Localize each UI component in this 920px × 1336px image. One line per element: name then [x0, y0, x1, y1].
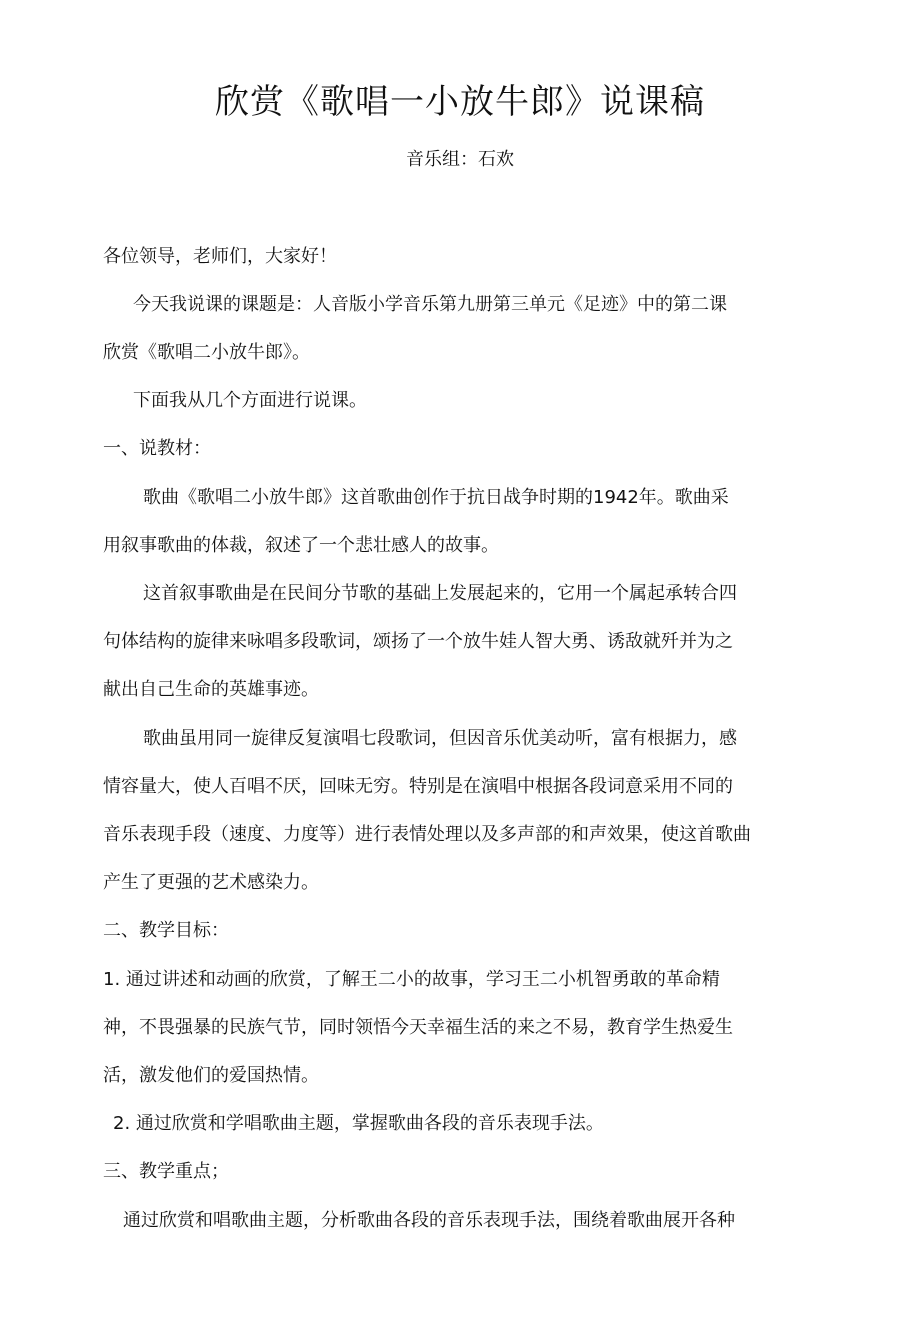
paragraph-line: 今天我说课的课题是：人音版小学音乐第九册第三单元《足迹》中的第二课 — [133, 294, 727, 315]
greeting-line: 各位领导，老师们，大家好！ — [103, 246, 337, 267]
paragraph-line: 献出自己生命的英雄事迹。 — [103, 679, 319, 700]
paragraph-line: 通过欣赏和唱歌曲主题，分析歌曲各段的音乐表现手法，围绕着歌曲展开各种 — [123, 1210, 735, 1231]
section-heading: 一、说教材： — [103, 438, 211, 459]
section-heading: 二、教学目标： — [103, 920, 229, 941]
paragraph-line: 音乐表现手段（速度、力度等）进行表情处理以及多声部的和声效果，使这首歌曲 — [103, 824, 751, 845]
document-title: 欣赏《歌唱一小放牛郎》说课稿 — [215, 82, 705, 122]
paragraph-line: 歌曲虽用同一旋律反复演唱七段歌词，但因音乐优美动听，富有根据力，感 — [143, 728, 737, 749]
paragraph-line: 神，不畏强暴的民族气节，同时领悟今天幸福生活的来之不易，教育学生热爱生 — [103, 1017, 733, 1038]
paragraph-line: 用叙事歌曲的体裁，叙述了一个悲壮感人的故事。 — [103, 535, 499, 556]
paragraph-line: 欣赏《歌唱二小放牛郎》。 — [103, 342, 310, 363]
paragraph-line: 1. 通过讲述和动画的欣赏，了解王二小的故事，学习王二小机智勇敢的革命精 — [103, 969, 720, 990]
document-author: 音乐组：石欢 — [406, 149, 514, 170]
section-heading: 三、教学重点； — [103, 1161, 229, 1182]
paragraph-line: 情容量大，使人百唱不厌，回味无穷。特别是在演唱中根据各段词意采用不同的 — [103, 776, 733, 797]
paragraph-line: 歌曲《歌唱二小放牛郎》这首歌曲创作于抗日战争时期的1942年。歌曲采 — [143, 487, 729, 508]
paragraph-line: 这首叙事歌曲是在民间分节歌的基础上发展起来的，它用一个属起承转合四 — [143, 583, 737, 604]
paragraph-line: 2. 通过欣赏和学唱歌曲主题，掌握歌曲各段的音乐表现手法。 — [113, 1113, 604, 1134]
paragraph-line: 句体结构的旋律来咏唱多段歌词，颂扬了一个放牛娃人智大勇、诱敌就歼并为之 — [103, 631, 733, 652]
paragraph-line: 活，激发他们的爱国热情。 — [103, 1065, 319, 1086]
paragraph-line: 下面我从几个方面进行说课。 — [133, 390, 367, 411]
paragraph-line: 产生了更强的艺术感染力。 — [103, 872, 319, 893]
